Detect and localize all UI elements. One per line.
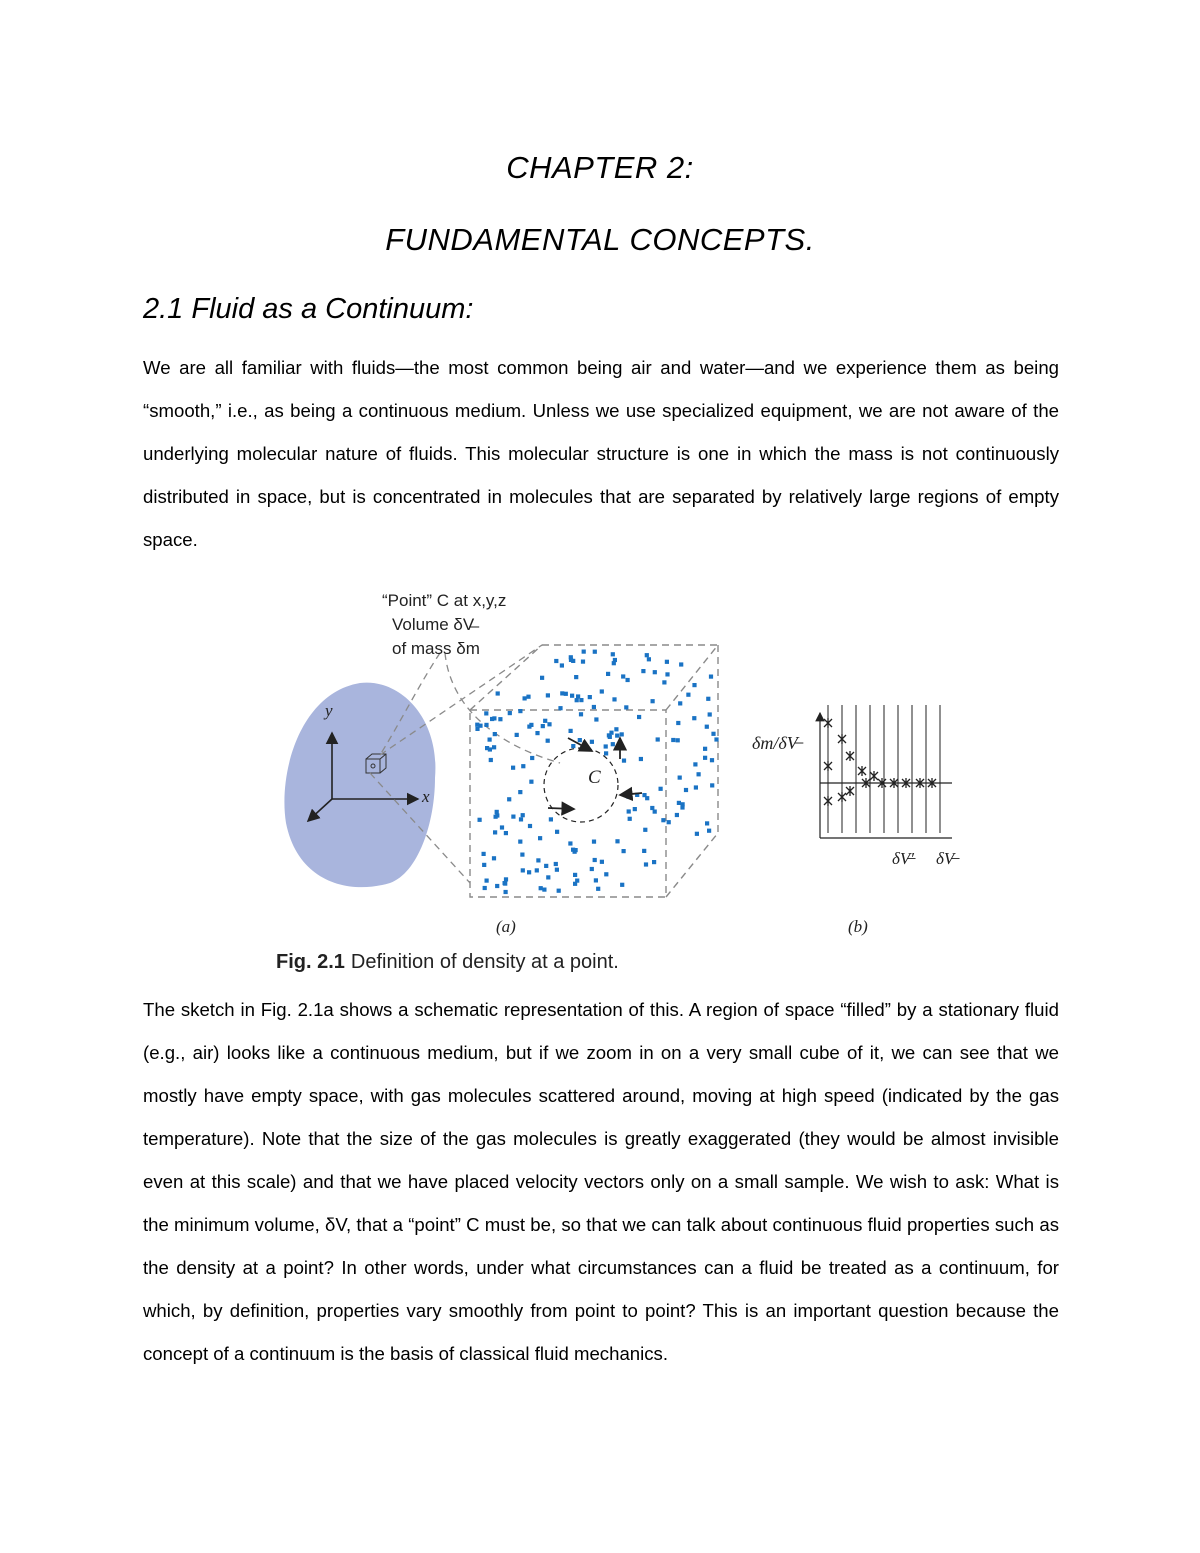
molecule-dot [606,672,610,676]
molecule-dot [573,882,577,886]
figure-drawing [270,583,990,983]
molecule-dot [628,817,632,821]
molecule-dot [540,676,544,680]
molecule-dot [493,830,497,834]
molecule-dot [557,889,561,893]
plot-grid-lines [828,705,940,833]
molecule-dot [615,839,619,843]
molecule-dot [611,652,615,656]
molecule-dot [705,821,709,825]
plot-y-axis-label: δm/δV̶ [752,733,798,753]
molecule-dot [703,747,707,751]
plot-data-mark [838,792,846,802]
molecule-dot [504,877,508,881]
molecule-dot [604,872,608,876]
molecule-dot [478,818,482,822]
molecule-dot [527,870,531,874]
molecule-dot [680,805,684,809]
figure-caption-number: Fig. 2.1 [276,951,345,973]
molecule-dot [569,658,573,662]
molecule-dot [711,732,715,736]
molecule-dot [661,818,665,822]
molecule-dot [530,756,534,760]
molecule-dot [667,820,671,824]
fluid-region-blob [284,683,435,888]
molecule-dot [642,793,646,797]
molecule-dot [643,828,647,832]
molecule-dot [519,817,523,821]
molecule-dot [611,742,615,746]
molecule-dot [560,663,564,667]
axis-y-label: y [325,701,333,720]
plot-data-mark [838,734,846,744]
molecule-dot [697,772,701,776]
molecule-dot [555,868,559,872]
molecule-dot [574,848,578,852]
molecule-dot [475,723,479,727]
plot-data-mark [824,718,832,728]
molecule-dot [498,717,502,721]
molecule-dot [576,694,580,698]
molecule-dot [482,852,486,856]
molecule-dot [484,723,488,727]
molecule-dot [574,675,578,679]
molecule-dot [485,746,489,750]
molecule-dot [511,766,515,770]
subfigure-a-label: (a) [496,917,516,936]
molecule-dot [569,729,573,733]
plot-data-mark [824,761,832,771]
molecule-dot [594,878,598,882]
molecule-dot [495,810,499,814]
molecule-dot [529,780,533,784]
molecule-dot [475,727,479,731]
molecule-dot [564,692,568,696]
molecule-dot [676,738,680,742]
molecule-dot [504,890,508,894]
molecule-dot [554,862,558,866]
molecule-dot [488,738,492,742]
molecule-dot [521,764,525,768]
axis-x-label: x [422,787,430,806]
molecule-dot [714,737,718,741]
molecule-dot [484,711,488,715]
chapter-label: CHAPTER 2: [506,150,694,185]
molecule-dot [695,832,699,836]
molecule-dot [555,830,559,834]
molecule-dot [492,856,496,860]
callout-line-2: Volume δV̶ [392,615,475,634]
figure-caption-text: Definition of density at a point. [350,951,619,973]
molecule-dot [675,813,679,817]
molecule-dot [612,697,616,701]
plot-data-mark [870,771,878,781]
molecule-dot [482,863,486,867]
molecule-dot [500,825,504,829]
subfigure-b-label: (b) [848,917,868,936]
molecule-dot [518,840,522,844]
figure-caption [276,951,619,974]
molecule-dot [592,705,596,709]
molecule-dot [536,858,540,862]
callout-line-1: “Point” C at x,y,z [382,591,507,610]
molecule-dot [644,862,648,866]
molecule-dot [521,868,525,872]
molecule-dot [662,680,666,684]
molecule-dot [528,824,532,828]
molecule-dot [521,813,525,817]
point-c-label: C [588,767,601,788]
molecule-dot [493,732,497,736]
molecule-dot [627,809,631,813]
molecule-dot [652,860,656,864]
molecule-dot [495,813,499,817]
molecule-dot [650,806,654,810]
molecule-dot [495,884,499,888]
molecule-dot [677,801,681,805]
molecule-dot [546,739,550,743]
molecule-dot [541,724,545,728]
molecule-dot [549,817,553,821]
molecule-dot [590,867,594,871]
molecule-dot [707,829,711,833]
intro-paragraph: We are all familiar with fluids—the most common being air and water—and we experience them as being “smooth,” i.e., as being a continuous medium. Unless we use specialized equipment, we are not aware of the underlying molecular nature of fluids. This molecular structure is one in which the mass is not continuously distributed in space, but is concentrated in molecules that are separated by relatively large regions of empty space. [143,357,1059,550]
molecule-dot [622,849,626,853]
molecule-dot [600,860,604,864]
molecule-dot [593,650,597,654]
molecule-dot [612,661,616,665]
molecule-dot [489,758,493,762]
molecule-dot [594,717,598,721]
molecule-dot [678,776,682,780]
molecule-dot [710,783,714,787]
molecule-dot [709,675,713,679]
molecule-dot [622,759,626,763]
molecule-dot [692,683,696,687]
molecule-dot [543,719,547,723]
molecule-dot [504,831,508,835]
molecule-dot [508,711,512,715]
molecule-dot [693,762,697,766]
molecule-dot [520,853,524,857]
molecule-dot [592,840,596,844]
molecule-dot [578,738,582,742]
molecule-dot [600,689,604,693]
plot-data-mark [846,786,854,796]
molecule-dot [678,701,682,705]
plot-data-mark [858,766,866,776]
molecule-dot [582,650,586,654]
molecule-dot [596,887,600,891]
molecule-dot [653,810,657,814]
molecule-dot [621,674,625,678]
molecule-dot [485,879,489,883]
molecule-dot [651,699,655,703]
molecule-dot [686,693,690,697]
molecule-dot [523,696,527,700]
molecule-dot [639,757,643,761]
molecule-dot [558,706,562,710]
molecule-dot [496,691,500,695]
molecule-dot [542,888,546,892]
plot-data-mark [824,796,832,806]
molecule-dot [620,883,624,887]
molecule-dot [515,733,519,737]
molecule-dot [546,693,550,697]
body-paragraph: The sketch in Fig. 2.1a shows a schematic representation of this. A region of space “filled” by a stationary fluid (e.g., air) looks like a continuous medium, but if we zoom in on a very small cube of it, we can see that we mostly have empty space, with gas molecules scattered around, moving at high speed (indicated by the gas temperature). Note that the size of the gas molecules is greatly exaggerated (they would be almost invisible even at this scale) and that we have placed velocity vectors only on a small sample. We wish to ask: What is the minimum volume, δV, that a “point” C must be, so that we can talk about continuous fluid properties such as the density at a point? In other words, under what circumstances can a fluid be treated as a continuum, for which, by definition, properties vary smoothly from point to point? This is an important question because the concept of a continuum is the basis of classical fluid mechanics. [143,999,1059,1364]
plot-x-tick-2: δV̶ [936,849,955,868]
molecule-dot [614,727,618,731]
molecule-dot [671,738,675,742]
molecule-dot [575,698,579,702]
molecule-dot [546,875,550,879]
molecule-dot [641,669,645,673]
molecule-dot [538,836,542,840]
density-plot [820,713,952,838]
callout-line-3: of mass δm [392,639,480,658]
molecule-dot [708,712,712,716]
molecule-dot [526,695,530,699]
molecule-dot [647,657,651,661]
molecule-dot [604,751,608,755]
molecule-dot [659,787,663,791]
molecule-dot [554,659,558,663]
molecule-dot [573,873,577,877]
plot-data-mark [846,751,854,761]
molecule-dot [535,868,539,872]
sample-volume-circle [544,748,618,822]
molecule-dot [579,698,583,702]
molecule-dot [539,886,543,890]
molecule-dot [492,745,496,749]
molecule-dot [518,790,522,794]
plot-data-marks [824,718,936,806]
molecule-dot [665,672,669,676]
molecule-dot [705,725,709,729]
molecule-dot [483,886,487,890]
molecule-dot [570,694,574,698]
molecule-dot [679,662,683,666]
molecule-dot [710,758,714,762]
figure-2-1 [270,583,990,983]
molecule-dot [692,716,696,720]
molecule-dot [633,807,637,811]
molecule-dot [626,678,630,682]
molecule-dot [579,712,583,716]
molecule-dot [665,660,669,664]
molecule-dot [609,731,613,735]
molecule-dot [645,653,649,657]
molecule-dot [544,864,548,868]
molecule-dot [637,715,641,719]
molecule-dot [568,841,572,845]
molecule-dot [503,882,507,886]
molecule-dot [694,785,698,789]
molecule-dot [581,660,585,664]
molecule-dot [676,721,680,725]
molecule-dot [642,849,646,853]
molecule-dot [615,734,619,738]
molecule-dot [624,705,628,709]
molecule-dot [604,744,608,748]
molecule-dot [588,695,592,699]
molecule-dot [593,858,597,862]
molecule-dot [547,722,551,726]
molecule-dot [518,709,522,713]
molecule-dot [490,717,494,721]
molecule-dot [684,788,688,792]
chapter-title: FUNDAMENTAL CONCEPTS. [385,222,815,257]
molecule-dot [590,740,594,744]
molecule-dot [571,744,575,748]
molecule-dot [535,731,539,735]
molecule-dot [507,797,511,801]
molecule-dot [511,815,515,819]
section-heading: 2.1 Fluid as a Continuum: [143,293,474,325]
molecule-dot [703,756,707,760]
molecule-dot [653,670,657,674]
plot-x-tick-1: δV̶′ [892,849,915,868]
molecule-dot [656,737,660,741]
molecule-dot [529,723,533,727]
molecule-dot [706,697,710,701]
molecule-dot [620,732,624,736]
